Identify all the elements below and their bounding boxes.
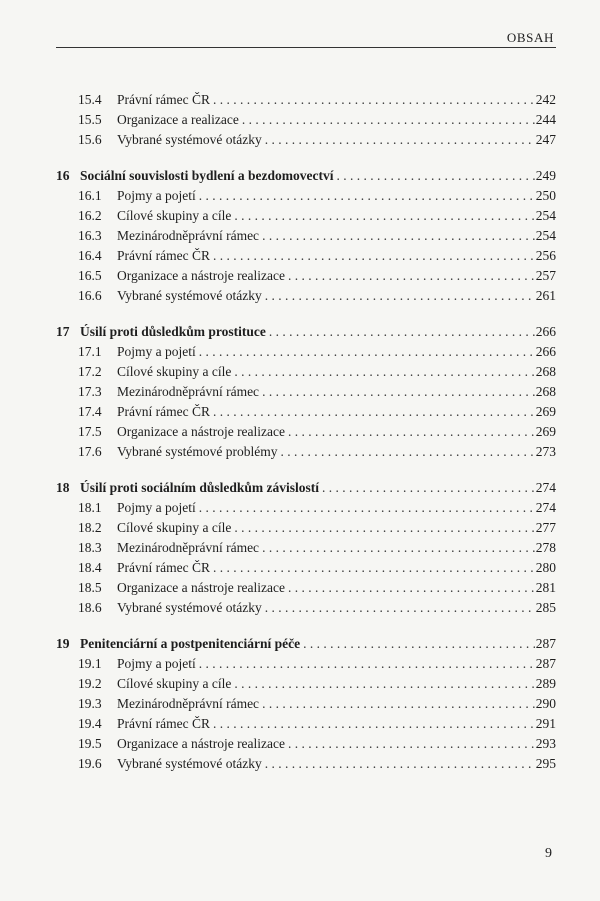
toc-entry-page: 269 (535, 404, 556, 419)
toc-entry-line (80, 478, 556, 498)
toc-entry[interactable] (0, 538, 600, 558)
toc-entry-line (117, 342, 556, 362)
toc-entry-number: 16.4 (78, 248, 102, 263)
toc-entry-number: 16.1 (78, 188, 102, 203)
toc-entry-number: 19.6 (78, 756, 102, 771)
toc-entry-number: 18.3 (78, 540, 102, 555)
dot-leader (234, 674, 534, 694)
toc-entry-title: Vybrané systémové otázky (117, 132, 262, 147)
table-of-contents (0, 90, 600, 790)
dot-leader (262, 226, 535, 246)
toc-entry-number: 16.6 (78, 288, 102, 303)
toc-entry-line (117, 90, 556, 110)
toc-entry[interactable] (0, 518, 600, 538)
toc-entry-title: Pojmy a pojetí (117, 656, 196, 671)
toc-entry[interactable] (0, 382, 600, 402)
toc-entry-title: Organizace a nástroje realizace (117, 424, 286, 439)
toc-entry-title: Úsilí proti sociálním důsledkům závislostí (80, 480, 320, 495)
toc-entry-line (117, 598, 556, 618)
toc-entry[interactable] (0, 598, 600, 618)
toc-entry-line (117, 226, 556, 246)
toc-chapter (0, 166, 600, 306)
toc-entry-line (117, 286, 556, 306)
toc-entry-page: 261 (535, 288, 556, 303)
toc-entry-number: 15.4 (78, 92, 102, 107)
toc-entry-line (117, 498, 556, 518)
toc-entry-line (117, 130, 556, 150)
toc-entry-title: Organizace a nástroje realizace (117, 268, 286, 283)
toc-entry[interactable] (0, 498, 600, 518)
toc-entry-page: 254 (535, 228, 556, 243)
toc-entry-line (117, 442, 556, 462)
toc-entry-line (117, 362, 556, 382)
toc-entry[interactable] (0, 206, 600, 226)
dot-leader (269, 322, 535, 342)
toc-entry-number: 18.4 (78, 560, 102, 575)
toc-entry-number: 17 (56, 324, 70, 339)
toc-entry-number: 19.2 (78, 676, 102, 691)
toc-entry-title: Mezinárodněprávní rámec (117, 540, 260, 555)
toc-entry-number: 19.1 (78, 656, 102, 671)
dot-leader (199, 186, 535, 206)
toc-entry-page: 257 (535, 268, 556, 283)
toc-entry[interactable] (0, 266, 600, 286)
toc-entry-title: Pojmy a pojetí (117, 500, 196, 515)
toc-entry[interactable] (0, 694, 600, 714)
toc-entry-title: Právní rámec ČR (117, 92, 210, 107)
toc-chapter-heading[interactable] (0, 634, 600, 654)
toc-entry-title: Vybrané systémové otázky (117, 600, 262, 615)
toc-entry-page: 266 (535, 344, 556, 359)
dot-leader (213, 714, 535, 734)
toc-entry-line (117, 110, 556, 130)
toc-entry-title: Organizace a realizace (117, 112, 239, 127)
toc-entry-title: Organizace a nástroje realizace (117, 736, 286, 751)
toc-entry-title: Vybrané systémové otázky (117, 756, 262, 771)
header-rule (56, 47, 556, 48)
dot-leader (213, 402, 535, 422)
toc-entry-title: Právní rámec ČR (117, 560, 210, 575)
toc-entry-number: 17.5 (78, 424, 102, 439)
running-header: OBSAH (506, 30, 554, 45)
toc-entry[interactable] (0, 362, 600, 382)
toc-entry-page: 281 (535, 580, 556, 595)
toc-entry-number: 17.3 (78, 384, 102, 399)
toc-chapter-heading[interactable] (0, 166, 600, 186)
toc-entry-line (117, 186, 556, 206)
toc-entry-number: 18 (56, 480, 70, 495)
toc-entry-number: 19 (56, 636, 70, 651)
toc-entry-page: 280 (535, 560, 556, 575)
toc-entry-page: 256 (535, 248, 556, 263)
toc-entry[interactable] (0, 734, 600, 754)
toc-entry-page: 287 (535, 636, 556, 651)
toc-entry-page: 266 (535, 324, 556, 339)
toc-entry[interactable] (0, 714, 600, 734)
dot-leader (199, 654, 535, 674)
toc-entry-number: 18.6 (78, 600, 102, 615)
toc-entry-line (117, 518, 556, 538)
dot-leader (303, 634, 535, 654)
toc-entry-line (117, 402, 556, 422)
toc-chapter (0, 322, 600, 462)
dot-leader (288, 734, 535, 754)
toc-entry-title: Cílové skupiny a cíle (117, 208, 232, 223)
toc-chapter (0, 478, 600, 618)
toc-entry[interactable] (0, 754, 600, 774)
toc-entry-line (117, 694, 556, 714)
dot-leader (288, 266, 535, 286)
toc-entry-title: Cílové skupiny a cíle (117, 364, 232, 379)
toc-entry[interactable] (0, 674, 600, 694)
toc-entry-line (117, 266, 556, 286)
toc-entry-title: Penitenciární a postpenitenciární péče (80, 636, 301, 651)
toc-entry[interactable] (0, 130, 600, 150)
toc-entry-line (117, 382, 556, 402)
toc-entry-page: 290 (535, 696, 556, 711)
toc-entry-title: Mezinárodněprávní rámec (117, 228, 260, 243)
toc-entry-line (117, 654, 556, 674)
toc-entry[interactable] (0, 342, 600, 362)
dot-leader (213, 90, 535, 110)
toc-entry[interactable] (0, 442, 600, 462)
toc-chapter-heading[interactable] (0, 478, 600, 498)
toc-entry[interactable] (0, 90, 600, 110)
toc-entry-page: 268 (535, 384, 556, 399)
toc-entry-line (117, 206, 556, 226)
toc-entry-number: 17.6 (78, 444, 102, 459)
toc-entry-page: 274 (535, 500, 556, 515)
dot-leader (213, 246, 535, 266)
toc-entry-line (80, 166, 556, 186)
toc-entry[interactable] (0, 654, 600, 674)
toc-entry-title: Mezinárodněprávní rámec (117, 696, 260, 711)
toc-chapter-heading[interactable] (0, 322, 600, 342)
toc-entry-number: 16.5 (78, 268, 102, 283)
toc-entry-line (117, 734, 556, 754)
toc-entry-number: 16.3 (78, 228, 102, 243)
dot-leader (265, 130, 535, 150)
toc-entry-page: 274 (535, 480, 556, 495)
dot-leader (288, 422, 535, 442)
toc-entry-title: Pojmy a pojetí (117, 344, 196, 359)
dot-leader (199, 498, 535, 518)
toc-entry[interactable] (0, 558, 600, 578)
toc-entry-title: Vybrané systémové otázky (117, 288, 262, 303)
toc-entry-title: Sociální souvislosti bydlení a bezdomovectví (80, 168, 334, 183)
toc-entry-page: 254 (535, 208, 556, 223)
dot-leader (242, 110, 535, 130)
page-number: 9 (545, 846, 552, 861)
dot-leader (262, 538, 535, 558)
toc-entry-page: 250 (535, 188, 556, 203)
toc-entry-title: Právní rámec ČR (117, 404, 210, 419)
toc-entry[interactable] (0, 110, 600, 130)
toc-entry-number: 15.5 (78, 112, 102, 127)
toc-entry-line (80, 634, 556, 654)
dot-leader (280, 442, 534, 462)
toc-entry[interactable] (0, 578, 600, 598)
toc-entry-title: Vybrané systémové problémy (117, 444, 278, 459)
toc-entry-line (117, 674, 556, 694)
toc-entry[interactable] (0, 422, 600, 442)
toc-entry-number: 19.5 (78, 736, 102, 751)
dot-leader (234, 518, 534, 538)
toc-chapter (0, 634, 600, 774)
toc-entry-number: 15.6 (78, 132, 102, 147)
toc-entry-title: Pojmy a pojetí (117, 188, 196, 203)
toc-entry-page: 249 (535, 168, 556, 183)
toc-entry-page: 277 (535, 520, 556, 535)
dot-leader (262, 694, 535, 714)
toc-entry-page: 285 (535, 600, 556, 615)
toc-entry-page: 244 (535, 112, 556, 127)
toc-entry-line (117, 578, 556, 598)
toc-entry-page: 273 (535, 444, 556, 459)
toc-entry-number: 17.4 (78, 404, 102, 419)
toc-entry[interactable] (0, 402, 600, 422)
toc-entry-line (117, 538, 556, 558)
toc-entry-page: 295 (535, 756, 556, 771)
dot-leader (265, 598, 535, 618)
dot-leader (234, 206, 534, 226)
dot-leader (199, 342, 535, 362)
dot-leader (337, 166, 535, 186)
toc-entry-number: 18.5 (78, 580, 102, 595)
toc-entry-page: 247 (535, 132, 556, 147)
toc-entry-title: Právní rámec ČR (117, 716, 210, 731)
toc-entry-page: 293 (535, 736, 556, 751)
toc-entry-line (117, 246, 556, 266)
toc-entry-number: 17.2 (78, 364, 102, 379)
toc-entry-page: 278 (535, 540, 556, 555)
toc-entry-page: 289 (535, 676, 556, 691)
dot-leader (213, 558, 535, 578)
toc-entry-title: Úsilí proti důsledkům prostituce (80, 324, 266, 339)
toc-entry-number: 19.4 (78, 716, 102, 731)
toc-entry-line (117, 558, 556, 578)
toc-entry-title: Právní rámec ČR (117, 248, 210, 263)
toc-entry-line (117, 754, 556, 774)
toc-entry-page: 268 (535, 364, 556, 379)
toc-entry-number: 16.2 (78, 208, 102, 223)
toc-entry-number: 18.1 (78, 500, 102, 515)
toc-entry-title: Cílové skupiny a cíle (117, 676, 232, 691)
dot-leader (322, 478, 535, 498)
toc-entry-title: Cílové skupiny a cíle (117, 520, 232, 535)
toc-entry[interactable] (0, 186, 600, 206)
toc-entry-title: Mezinárodněprávní rámec (117, 384, 260, 399)
toc-entry-line (117, 714, 556, 734)
dot-leader (265, 286, 535, 306)
toc-chapter (0, 90, 600, 150)
toc-entry-page: 242 (535, 92, 556, 107)
dot-leader (288, 578, 535, 598)
toc-entry[interactable] (0, 286, 600, 306)
toc-entry-line (117, 422, 556, 442)
toc-entry-page: 287 (535, 656, 556, 671)
toc-entry[interactable] (0, 246, 600, 266)
toc-entry-page: 269 (535, 424, 556, 439)
toc-entry-number: 18.2 (78, 520, 102, 535)
toc-entry-title: Organizace a nástroje realizace (117, 580, 286, 595)
toc-entry-page: 291 (535, 716, 556, 731)
toc-entry-line (80, 322, 556, 342)
dot-leader (262, 382, 535, 402)
dot-leader (234, 362, 534, 382)
toc-entry-number: 17.1 (78, 344, 102, 359)
toc-entry-number: 19.3 (78, 696, 102, 711)
dot-leader (265, 754, 535, 774)
toc-entry-number: 16 (56, 168, 70, 183)
toc-entry[interactable] (0, 226, 600, 246)
